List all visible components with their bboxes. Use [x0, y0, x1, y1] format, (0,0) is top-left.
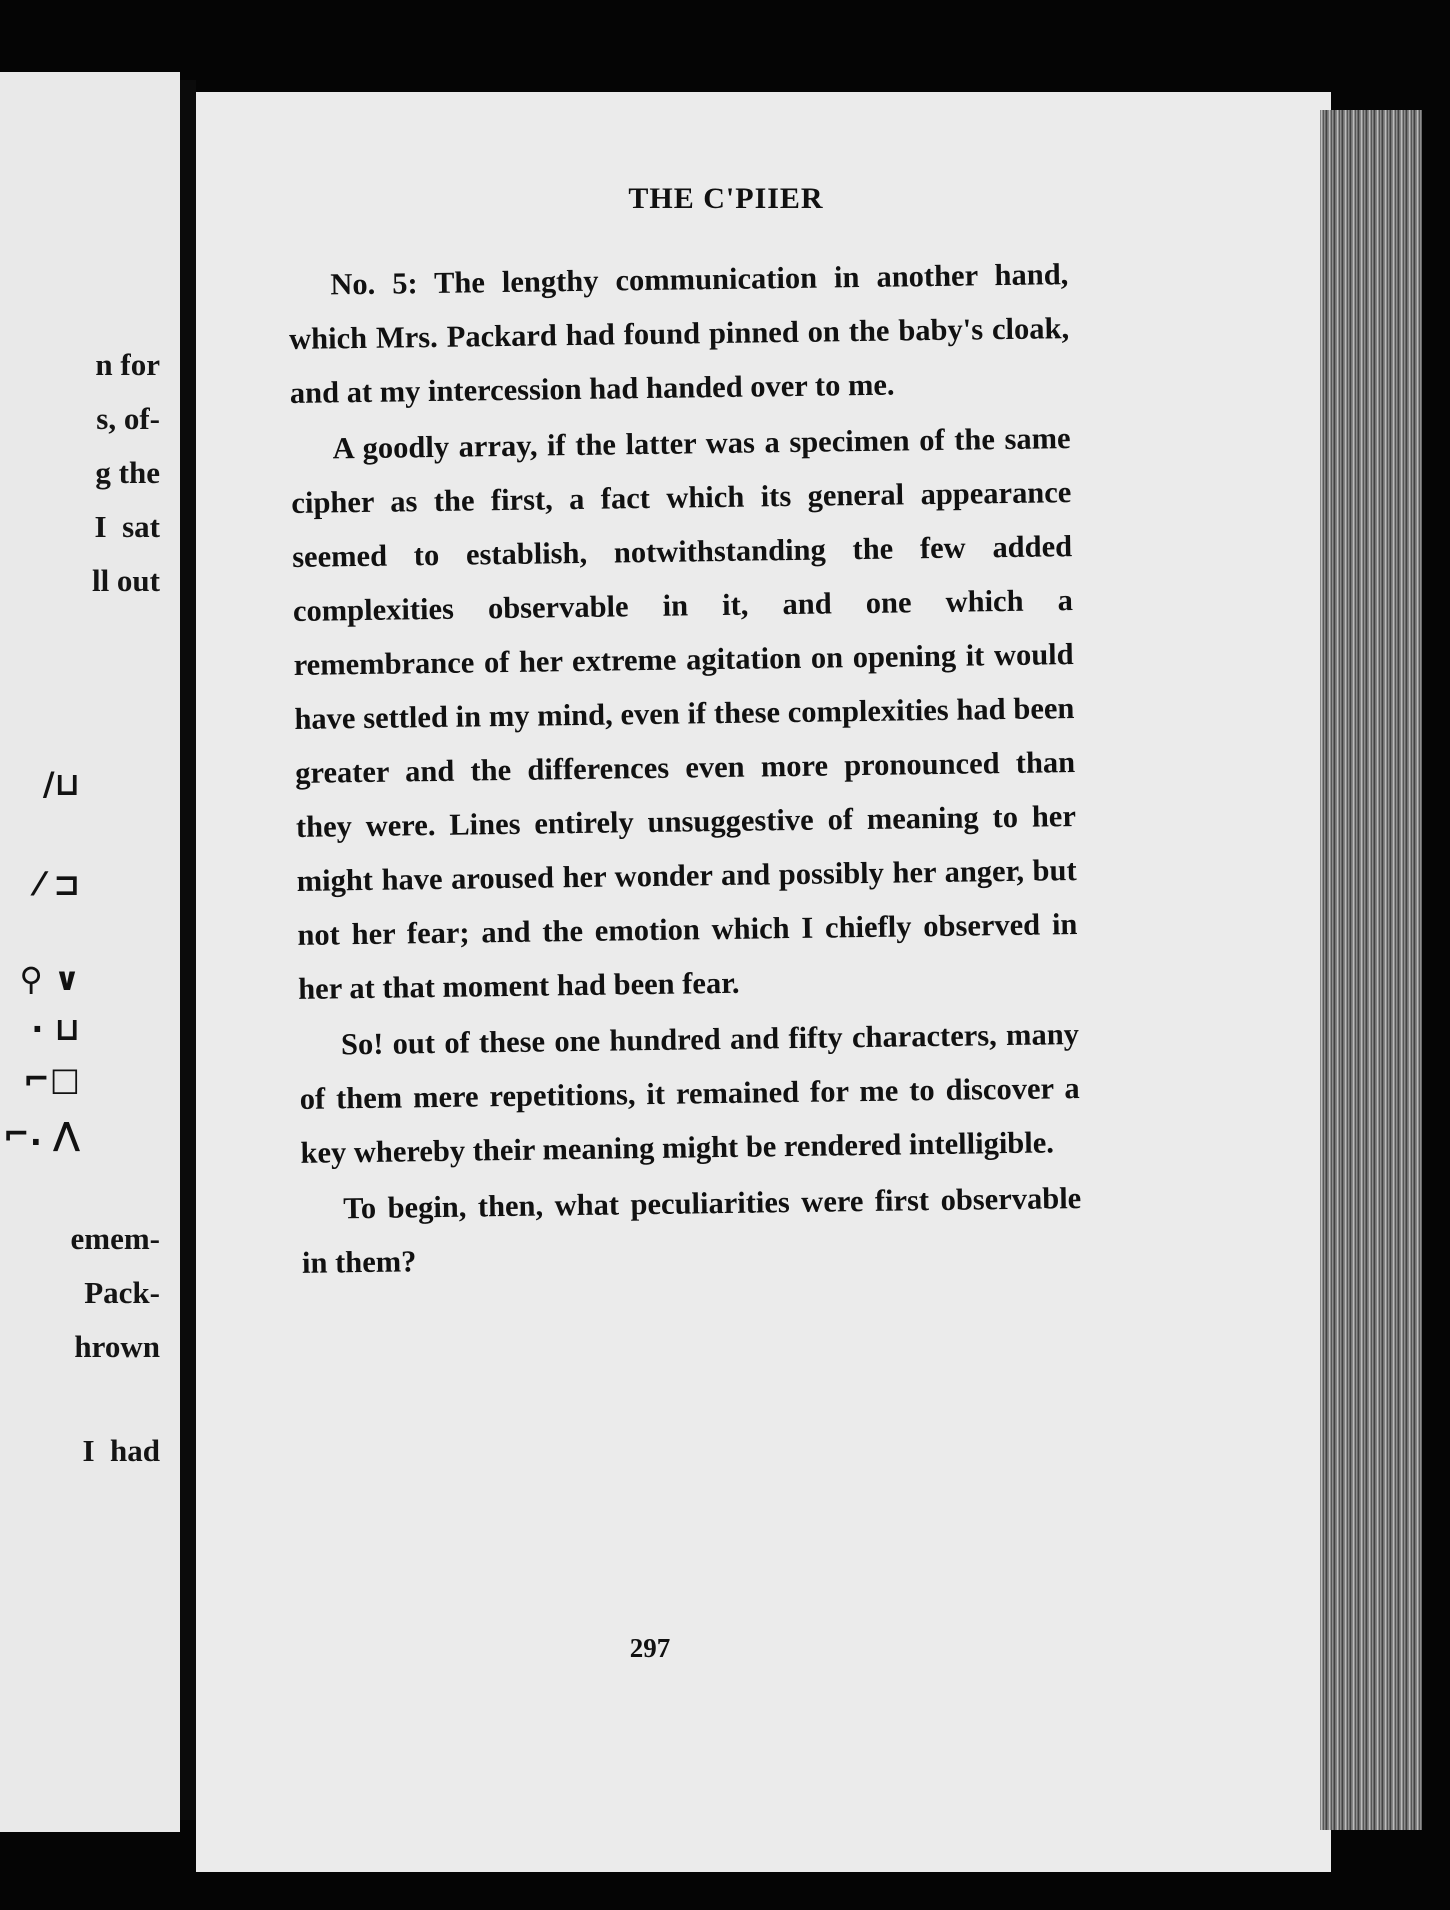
- paragraph: No. 5: The lengthy communication in another hand, which Mrs. Packard had found pinned on the baby's cloak, and at my intercession had handed over to me.: [288, 257, 1070, 410]
- paragraph: A goodly array, if the latter was a specimen of the same cipher as the first, a fact which its general appearance seemed to establish, notwithstanding the few added complexities observable in it, and one which a remembrance of her extreme agitation on opening it would have settled in my mind, even if these complexities had been greater and the differences even more pronounced than they were. Lines entirely unsuggestive of meaning to her might have aroused her wonder and possibly her anger, but not her fear; and the emotion which I chiefly observed in her at that moment had been fear.: [291, 421, 1078, 1006]
- left-page-text: [0, 72, 180, 1832]
- body-text: [288, 247, 1082, 1290]
- page-number: 297: [629, 1633, 671, 1663]
- running-head: THE C'PIIER: [628, 182, 824, 215]
- left-line: g the: [95, 455, 160, 490]
- paragraph: So! out of these one hundred and fifty characters, many of them mere repetitions, it remained for me to discover a key whereby their meaning might be rendered intelligible.: [299, 1017, 1080, 1170]
- left-line: I sat: [94, 509, 160, 544]
- left-page: [0, 72, 180, 1832]
- cipher-line: /⊔: [42, 765, 80, 803]
- left-line: n for: [95, 347, 160, 382]
- cipher-line: · ⊔: [31, 1010, 80, 1048]
- left-line: Pack-: [84, 1275, 160, 1310]
- book-gutter: [180, 80, 196, 1820]
- left-line: s, of-: [96, 401, 160, 436]
- left-line: hrown: [74, 1329, 160, 1364]
- left-line: emem-: [70, 1221, 160, 1256]
- page-edge-stack: [1320, 110, 1422, 1830]
- cipher-line: ⌐. ⋀: [2, 1115, 80, 1153]
- cipher-line: ⌐□: [22, 1060, 80, 1098]
- left-line: ll out: [91, 563, 160, 598]
- cipher-line: ⁄ ⊐: [36, 865, 80, 903]
- cipher-line: ⚲ ∨: [19, 960, 80, 998]
- left-line: I had: [82, 1433, 160, 1468]
- paragraph: To begin, then, what peculiarities were first observable in them?: [301, 1181, 1082, 1280]
